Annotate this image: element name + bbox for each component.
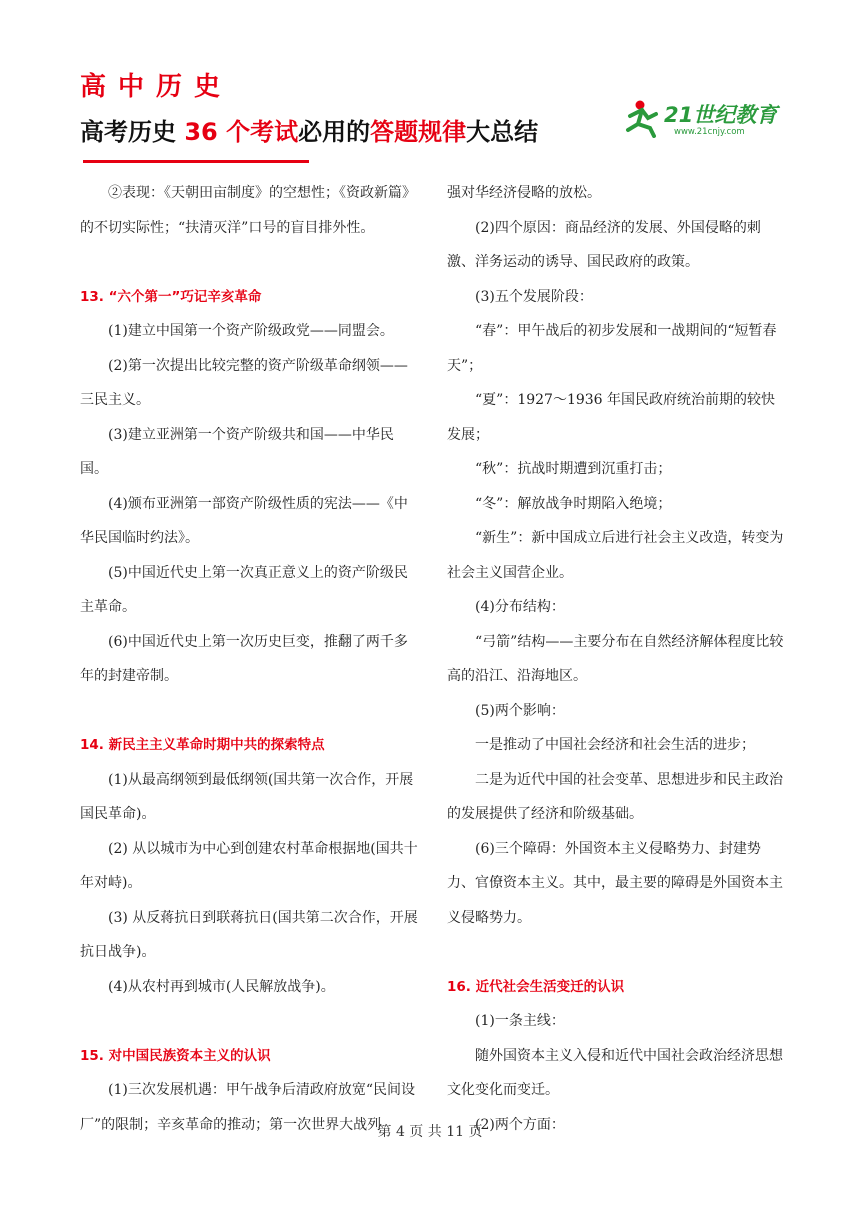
paragraph: (6)中国近代史上第一次历史巨变，推翻了两千多年的封建帝制。 (80, 633, 408, 684)
paragraph: (4)颁布亚洲第一部资产阶级性质的宪法——《中华民国临时约法》。 (80, 495, 408, 546)
title-part: 答题规律 (370, 118, 467, 146)
logo-text: 21世纪教育 (664, 103, 778, 127)
paragraph: (1)建立中国第一个资产阶级政党——同盟会。 (108, 323, 394, 339)
paragraph: “新生”：新中国成立后进行社会主义改造，转变为社会主义国营企业。 (447, 530, 784, 581)
subject-title: 高中历史 (80, 72, 233, 102)
paragraph: (5)中国近代史上第一次真正意义上的资产阶级民主革命。 (80, 564, 408, 615)
paragraph: (6)三个障碍：外国资本主义侵略势力、封建势力、官僚资本主义。其中，最主要的障碍是外国资本主义侵略势力。 (447, 840, 783, 926)
paragraph: (1)一条主线： (475, 1013, 565, 1029)
title-part: 必用的 (298, 118, 371, 146)
paragraph: (2)四个原因：商品经济的发展、外国侵略的刺激、洋务运动的诱导、国民政府的政策。 (447, 219, 761, 270)
paragraph: (3) 从反蒋抗日到联蒋抗日(国共第二次合作，开展抗日战争)。 (80, 909, 418, 960)
paragraph: “春”：甲午战后的初步发展和一战期间的“短暂春天”； (447, 323, 777, 374)
paragraph: (2)两个方面： (475, 1116, 565, 1133)
left-column (80, 176, 420, 1142)
section-heading-14: 14. 新民主主义革命时期中共的探索特点 (80, 737, 325, 753)
paragraph: (1)三次发展机遇：甲午战争后清政府放宽“民间设厂”的限制；辛亥革命的推动；第一次世界大战列 (80, 1082, 415, 1133)
logo-url: www.21cnjy.com (674, 127, 745, 137)
title-underline (83, 160, 309, 163)
paragraph: 一是推动了中国社会经济和社会生活的进步； (475, 737, 755, 753)
paragraph: 随外国资本主义入侵和近代中国社会政治经济思想文化变化而变迁。 (447, 1047, 783, 1098)
section-heading-16: 16. 近代社会生活变迁的认识 (447, 978, 625, 995)
paragraph: 强对华经济侵略的放松。 (447, 185, 601, 201)
paragraph: 二是为近代中国的社会变革、思想进步和民主政治的发展提供了经济和阶级基础。 (447, 771, 783, 822)
logo (624, 96, 790, 138)
paragraph: “弓箭”结构——主要分布在自然经济解体程度比较高的沿江、沿海地区。 (447, 633, 784, 684)
paragraph: (2) 从以城市为中心到创建农村革命根据地(国共十年对峙)。 (80, 840, 418, 891)
paragraph: (5)两个影响： (475, 702, 565, 719)
paragraph: (4)分布结构： (475, 599, 565, 615)
paragraph: (3)建立亚洲第一个资产阶级共和国——中华民国。 (80, 426, 394, 477)
paragraph: “冬”：解放战争时期陷入绝境； (475, 495, 672, 512)
page-footer: 第 4 页 共 11 页 (377, 1124, 483, 1140)
paragraph: “秋”：抗战时期遭到沉重打击； (475, 461, 672, 477)
right-column (447, 176, 787, 1142)
page-title (80, 112, 538, 147)
paragraph: (4)从农村再到城市(人民解放战争)。 (108, 978, 335, 995)
paragraph: (3)五个发展阶段： (475, 288, 593, 305)
title-part: 大总结 (466, 118, 539, 146)
title-part: 36 个考试 (184, 118, 299, 146)
section-heading-15: 15. 对中国民族资本主义的认识 (80, 1047, 271, 1064)
section-heading-13: 13. “六个第一”巧记辛亥革命 (80, 288, 262, 305)
runner-icon (628, 101, 656, 137)
paragraph: “夏”：1927～1936 年国民政府统治前期的较快发展； (447, 392, 776, 443)
paragraph: (2)第一次提出比较完整的资产阶级革命纲领——三民主义。 (80, 357, 408, 408)
title-part: 高考历史 (80, 118, 185, 146)
paragraph: (1)从最高纲领到最低纲领(国共第一次合作，开展国民革命)。 (80, 771, 414, 822)
paragraph: ②表现：《天朝田亩制度》的空想性；《资政新篇》的不切实际性；“扶清灭洋”口号的盲目排外性。 (80, 185, 416, 236)
